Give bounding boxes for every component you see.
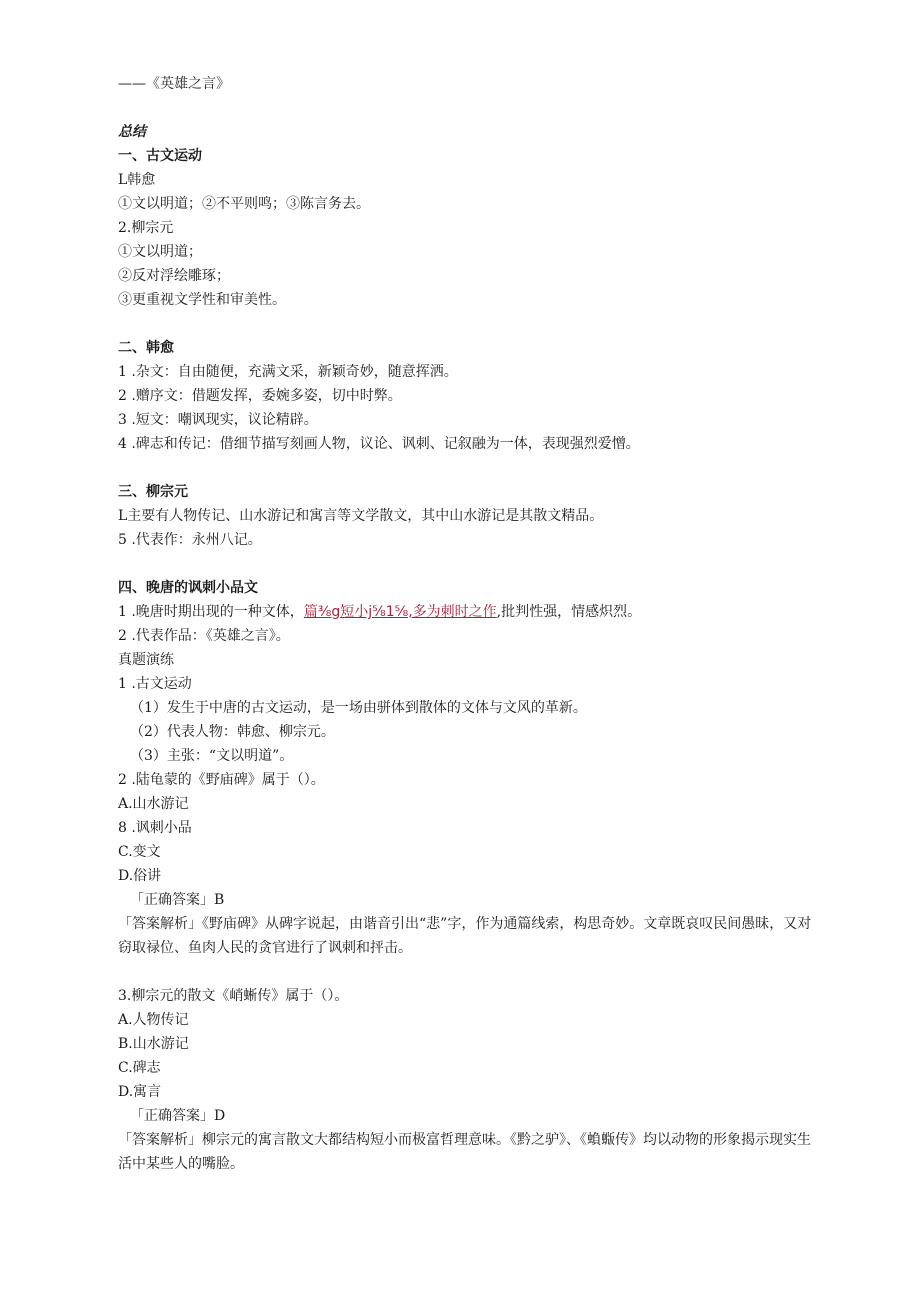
option: C.变文 — [118, 844, 161, 860]
text-line: ③更重视文学性和审美性。 — [118, 292, 286, 308]
option: D.俗讲 — [118, 868, 162, 884]
text-line: ①文以明道； — [118, 244, 202, 260]
answer-explanation: 「答案解析」柳宗元的寓言散文大都结构短小而极富哲理意味。《黔之驴》、《蝜蝂传》均以动物的形象揭示现实生活中某些人的嘴脸。 — [118, 1132, 811, 1172]
question-2: 2 .陆龟蒙的《野庙碑》属于（）。 — [118, 772, 325, 788]
text-line: L主要有人物传记、山水游记和寓言等文学散文，其中山水游记是其散文精品。 — [118, 508, 604, 524]
option: C.碑志 — [118, 1060, 161, 1076]
text-line: 5 .代表作：永州八记。 — [118, 532, 262, 548]
option: A.山水游记 — [118, 796, 189, 812]
option: A.人物传记 — [118, 1012, 189, 1028]
text-span: 1 .晚唐时期出现的一种文体， — [118, 604, 304, 620]
text-line: 2 .代表作品：《英雄之言》。 — [118, 628, 290, 644]
text-line: L韩愈 — [118, 172, 156, 188]
text-line: 2 .赠序文：借题发挥，委婉多姿，切中时弊。 — [118, 388, 402, 404]
text-line: （3）主张：“文以明道”。 — [130, 748, 294, 764]
section-1-title: 一、古文运动 — [118, 148, 202, 164]
option: 8 .讽刺小品 — [118, 820, 192, 836]
option: B.山水游记 — [118, 1036, 189, 1052]
quote-line: ——《英雄之言》 — [118, 76, 230, 92]
text-line: （2）代表人物：韩愈、柳宗元。 — [130, 724, 335, 740]
question-3: 3.柳宗元的散文《峭蜥传》属于（）。 — [118, 988, 349, 1004]
option: D.寓言 — [118, 1084, 162, 1100]
practice-title: 真题演练 — [118, 652, 174, 668]
section-2-title: 二、韩愈 — [118, 340, 174, 356]
text-line — [118, 602, 641, 622]
section-4-title: 四、晚唐的讽刺小品文 — [118, 580, 258, 596]
text-line: ①文以明道；②不平则鸣；③陈言务去。 — [118, 196, 370, 212]
correct-answer: 「正确答案」B — [130, 892, 225, 908]
text-line: 1 .杂文：自由随便，充满文采，新颖奇妙，随意挥洒。 — [118, 364, 458, 380]
handwritten-annotation: 篇⅜g短小j⅝1⅝,多为刺时之作 — [303, 604, 497, 620]
question-1: 1 .古文运动 — [118, 676, 192, 692]
text-line: 4 .碑志和传记：借细节描写刻画人物，议论、讽刺、记叙融为一体，表现强烈爱憎。 — [118, 436, 640, 452]
text-line: 2.柳宗元 — [118, 220, 174, 236]
answer-explanation: 「答案解析」《野庙碑》从碑字说起，由谐音引出“悲”字，作为通篇线索，构思奇妙。文章既哀叹民间愚昧，又对窃取禄位、鱼肉人民的贪官进行了讽刺和抨击。 — [118, 916, 812, 956]
correct-answer: 「正确答案」D — [130, 1108, 226, 1124]
text-line: 3 .短文：嘲讽现实，议论精辟。 — [118, 412, 318, 428]
text-line: （1）发生于中唐的古文运动，是一场由骈体到散体的文体与文风的革新。 — [130, 700, 587, 716]
summary-title: 总结 — [118, 124, 146, 140]
text-span: ,批判性强，情感炽烈。 — [496, 604, 642, 620]
text-line: ②反对浮绘雕琢； — [118, 268, 230, 284]
section-3-title: 三、柳宗元 — [118, 484, 188, 500]
